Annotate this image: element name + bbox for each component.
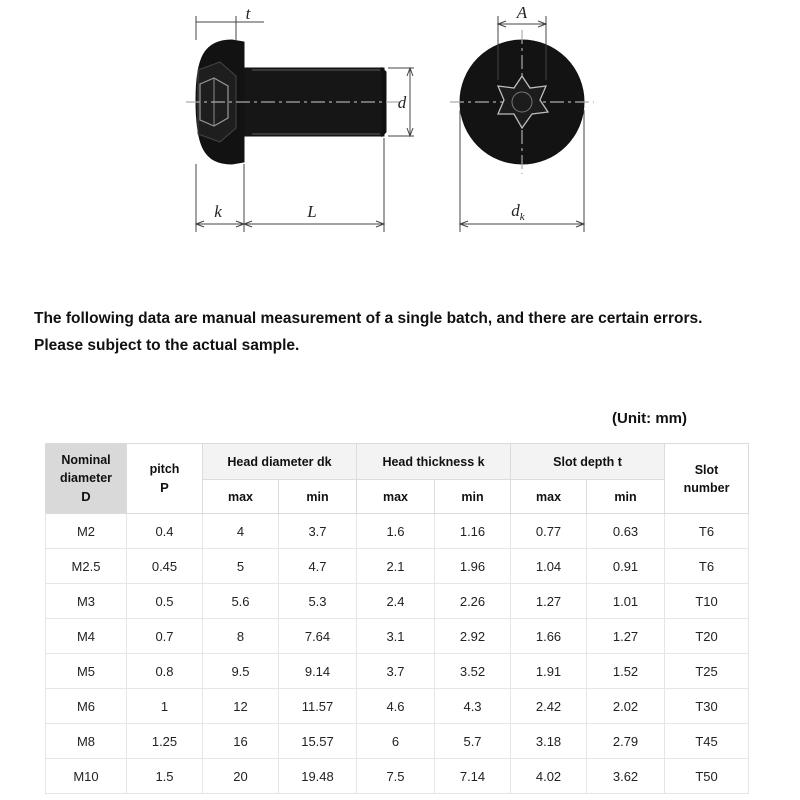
cell-k-min: 3.52: [435, 654, 511, 689]
cell-nominal: M6: [46, 689, 127, 724]
cell-t-max: 2.42: [511, 689, 587, 724]
notice-line-2: Please subject to the actual sample.: [34, 337, 300, 354]
label-L: L: [307, 202, 317, 221]
table-row: [46, 759, 749, 794]
label-k: k: [214, 202, 222, 221]
header-nominal-line1: Nominal: [61, 452, 111, 467]
header-t-min: min: [587, 480, 665, 514]
cell-pitch: 1.25: [127, 724, 203, 759]
cell-pitch: 1.5: [127, 759, 203, 794]
cell-nominal: M2: [46, 514, 127, 549]
cell-t-min: 1.27: [587, 619, 665, 654]
cell-slot-number: T50: [665, 759, 749, 794]
cell-t-min: 1.01: [587, 584, 665, 619]
cell-k-max: 1.6: [357, 514, 435, 549]
cell-nominal: M10: [46, 759, 127, 794]
cell-slot-number: T20: [665, 619, 749, 654]
cell-slot-number: T6: [665, 549, 749, 584]
cell-t-max: 3.18: [511, 724, 587, 759]
table-row: [46, 514, 749, 549]
header-pitch: [127, 444, 203, 514]
cell-nominal: M8: [46, 724, 127, 759]
cell-dk-min: 5.3: [279, 584, 357, 619]
cell-t-max: 0.77: [511, 514, 587, 549]
cell-k-max: 3.7: [357, 654, 435, 689]
header-dk-min: min: [279, 480, 357, 514]
cell-slot-number: T6: [665, 514, 749, 549]
header-head-diameter: Head diameter dk: [203, 444, 357, 480]
cell-t-min: 2.79: [587, 724, 665, 759]
cell-dk-min: 15.57: [279, 724, 357, 759]
cell-t-max: 1.27: [511, 584, 587, 619]
cell-t-max: 1.91: [511, 654, 587, 689]
cell-k-min: 1.96: [435, 549, 511, 584]
cell-slot-number: T45: [665, 724, 749, 759]
header-nominal-line2: diameter: [59, 470, 113, 485]
label-A: A: [516, 3, 528, 22]
table-row: [46, 689, 749, 724]
cell-dk-min: 4.7: [279, 549, 357, 584]
cell-t-min: 1.52: [587, 654, 665, 689]
cell-pitch: 0.5: [127, 584, 203, 619]
cell-k-min: 7.14: [435, 759, 511, 794]
header-slot-number-line2: number: [683, 480, 730, 495]
header-nominal-symbol: D: [81, 488, 91, 504]
table-header: [46, 444, 749, 514]
screw-side-view: [186, 16, 414, 232]
cell-dk-max: 5: [203, 549, 279, 584]
cell-pitch: 0.7: [127, 619, 203, 654]
label-dk: $d_k$: [511, 201, 525, 223]
screw-technical-drawing: [0, 0, 800, 260]
label-d: d: [397, 93, 407, 112]
cell-k-min: 4.3: [435, 689, 511, 724]
cell-dk-min: 3.7: [279, 514, 357, 549]
cell-dk-min: 7.64: [279, 619, 357, 654]
cell-k-min: 5.7: [435, 724, 511, 759]
table-row: [46, 549, 749, 584]
cell-dk-max: 8: [203, 619, 279, 654]
cell-slot-number: T25: [665, 654, 749, 689]
cell-dk-max: 4: [203, 514, 279, 549]
header-head-thickness: Head thickness k: [357, 444, 511, 480]
cell-k-max: 3.1: [357, 619, 435, 654]
header-pitch-symbol: P: [160, 479, 169, 495]
cell-k-min: 1.16: [435, 514, 511, 549]
header-k-min: min: [435, 480, 511, 514]
cell-dk-max: 20: [203, 759, 279, 794]
cell-t-max: 1.66: [511, 619, 587, 654]
cell-dk-max: 12: [203, 689, 279, 724]
unit-label: (Unit: mm): [612, 410, 687, 427]
screw-spec-table: [45, 443, 749, 794]
cell-dk-max: 5.6: [203, 584, 279, 619]
cell-k-max: 4.6: [357, 689, 435, 724]
cell-t-min: 2.02: [587, 689, 665, 724]
cell-dk-max: 16: [203, 724, 279, 759]
table-row: [46, 724, 749, 759]
cell-k-min: 2.92: [435, 619, 511, 654]
cell-k-max: 2.4: [357, 584, 435, 619]
cell-nominal: M3: [46, 584, 127, 619]
cell-nominal: M4: [46, 619, 127, 654]
header-nominal-diameter: [46, 444, 127, 514]
cell-slot-number: T10: [665, 584, 749, 619]
table-row: [46, 584, 749, 619]
cell-k-max: 2.1: [357, 549, 435, 584]
table-row: [46, 654, 749, 689]
cell-t-max: 4.02: [511, 759, 587, 794]
header-slot-number-line1: Slot: [694, 462, 719, 477]
cell-dk-min: 9.14: [279, 654, 357, 689]
table-row: [46, 619, 749, 654]
cell-t-min: 0.91: [587, 549, 665, 584]
cell-t-max: 1.04: [511, 549, 587, 584]
cell-dk-max: 9.5: [203, 654, 279, 689]
cell-dk-min: 19.48: [279, 759, 357, 794]
header-t-max: max: [511, 480, 587, 514]
cell-k-min: 2.26: [435, 584, 511, 619]
label-t: t: [245, 4, 251, 23]
header-dk-max: max: [203, 480, 279, 514]
notice-line-1: The following data are manual measurement of a single batch, and there are certain errors.: [34, 310, 703, 327]
header-pitch-line1: pitch: [149, 461, 180, 476]
cell-t-min: 0.63: [587, 514, 665, 549]
cell-pitch: 0.45: [127, 549, 203, 584]
screw-end-view: [450, 16, 594, 232]
header-slot-depth: Slot depth t: [511, 444, 665, 480]
cell-nominal: M5: [46, 654, 127, 689]
header-slot-number: [665, 444, 749, 514]
cell-t-min: 3.62: [587, 759, 665, 794]
cell-pitch: 0.4: [127, 514, 203, 549]
cell-nominal: M2.5: [46, 549, 127, 584]
cell-k-max: 6: [357, 724, 435, 759]
header-k-max: max: [357, 480, 435, 514]
cell-pitch: 0.8: [127, 654, 203, 689]
measurement-notice: [34, 305, 774, 359]
cell-slot-number: T30: [665, 689, 749, 724]
cell-dk-min: 11.57: [279, 689, 357, 724]
cell-pitch: 1: [127, 689, 203, 724]
table-body: [46, 514, 749, 794]
cell-k-max: 7.5: [357, 759, 435, 794]
